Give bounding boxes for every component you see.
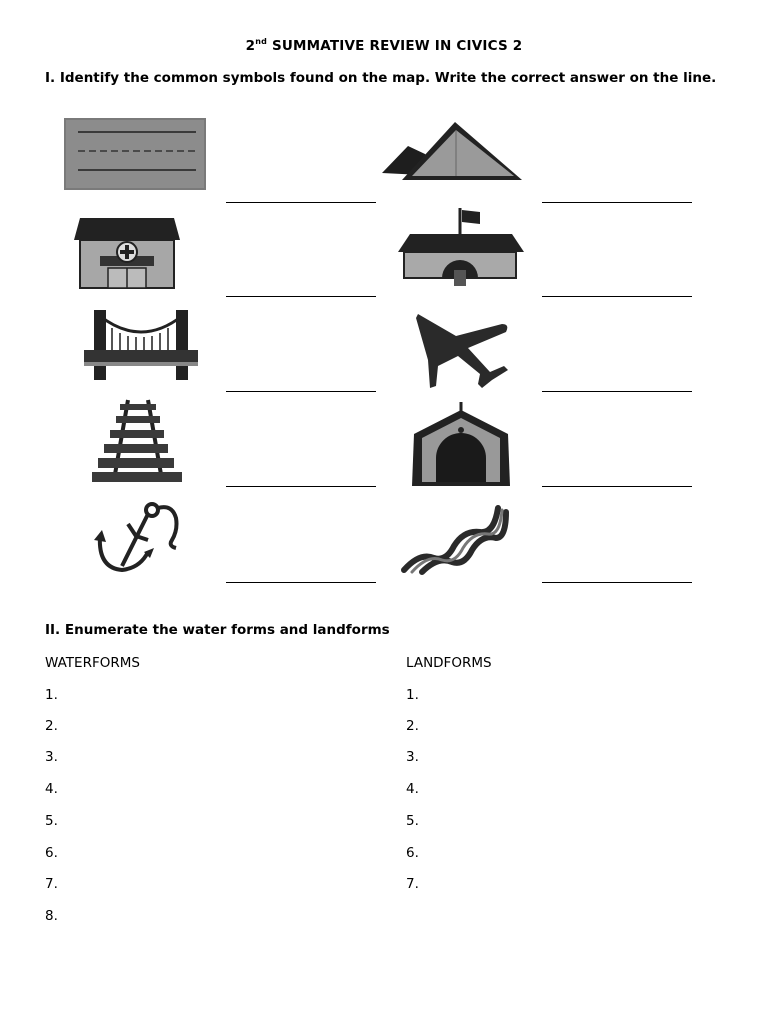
answer-line[interactable] — [226, 391, 376, 392]
landform-item-number: 7. — [406, 876, 419, 892]
school-icon — [396, 204, 526, 288]
answer-line[interactable] — [542, 582, 692, 583]
landform-item-number: 2. — [406, 718, 419, 734]
answer-line[interactable] — [542, 486, 692, 487]
waterform-item-number: 5. — [45, 813, 58, 829]
river-icon — [400, 500, 510, 576]
landform-item-number: 6. — [406, 845, 419, 861]
mountain-icon — [380, 118, 525, 184]
page-title — [0, 37, 768, 54]
landform-item-number: 5. — [406, 813, 419, 829]
title-text: SUMMATIVE REVIEW IN CIVICS 2 — [271, 38, 523, 54]
answer-line[interactable] — [226, 486, 376, 487]
title-ordinal-suffix: nd — [255, 37, 268, 46]
landform-item-number: 3. — [406, 749, 419, 765]
airplane-icon — [412, 308, 512, 390]
bridge-icon — [82, 306, 200, 384]
waterform-item-number: 1. — [45, 687, 58, 703]
waterform-item-number: 7. — [45, 876, 58, 892]
railroad-icon — [90, 398, 184, 484]
answer-line[interactable] — [542, 391, 692, 392]
landform-item-number: 1. — [406, 687, 419, 703]
road-icon — [64, 118, 206, 190]
church-icon — [406, 402, 516, 488]
waterform-item-number: 2. — [45, 718, 58, 734]
waterform-item-number: 3. — [45, 749, 58, 765]
landforms-heading: LANDFORMS — [406, 655, 492, 671]
landform-item-number: 4. — [406, 781, 419, 797]
part1-instruction: I. Identify the common symbols found on the map. Write the correct answer on the line. — [45, 70, 717, 86]
title-ordinal: 2 — [245, 38, 256, 54]
waterform-item-number: 4. — [45, 781, 58, 797]
waterforms-heading: WATERFORMS — [45, 655, 140, 671]
answer-line[interactable] — [542, 296, 692, 297]
answer-line[interactable] — [226, 582, 376, 583]
answer-line[interactable] — [542, 202, 692, 203]
waterform-item-number: 8. — [45, 908, 58, 924]
answer-line[interactable] — [226, 202, 376, 203]
part2-instruction: II. Enumerate the water forms and landforms — [45, 622, 390, 638]
anchor-icon — [92, 496, 184, 578]
hospital-icon — [70, 212, 184, 292]
answer-line[interactable] — [226, 296, 376, 297]
waterform-item-number: 6. — [45, 845, 58, 861]
